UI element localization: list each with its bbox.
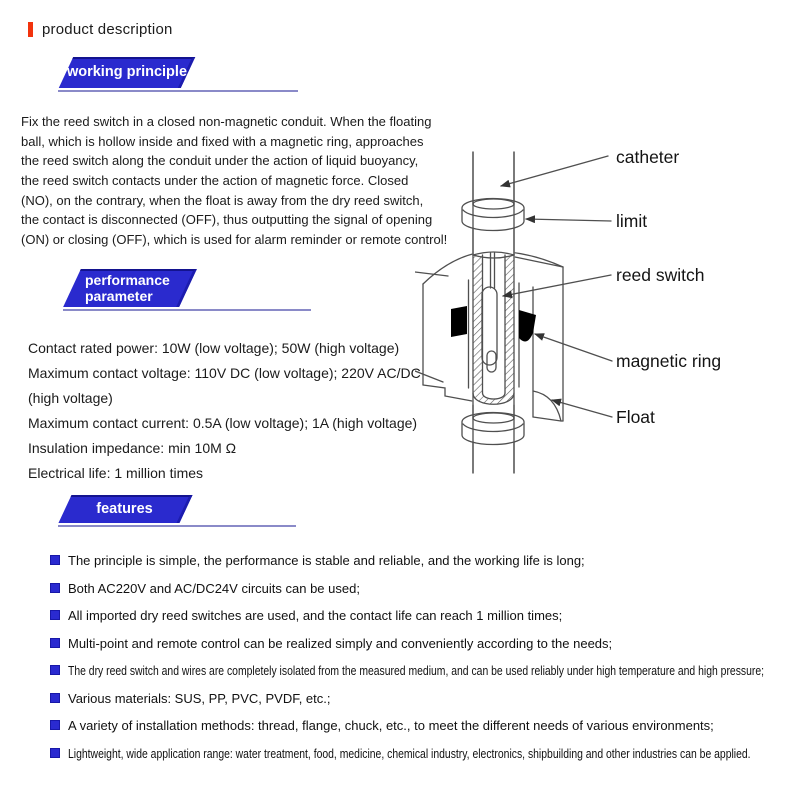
diagram-label-catheter: catheter — [616, 147, 680, 167]
paragraph-line: (ON) or closing (OFF), which is used for alarm reminder or remote control! — [21, 232, 448, 248]
feature-text: Multi-point and remote control can be realized simply and conveniently according to the needs; — [68, 635, 613, 651]
bullet-square-icon — [50, 555, 60, 565]
diagram-label-float: Float — [616, 407, 655, 427]
spec-line: (high voltage) — [28, 390, 113, 406]
leader-line-limit — [526, 219, 611, 221]
paragraph-line: the reed switch contacts under the action of magnetic force. Closed — [21, 173, 409, 189]
bullet-square-icon — [50, 693, 60, 703]
page-header — [28, 21, 173, 38]
float-switch-diagram — [415, 125, 800, 490]
performance-parameter-banner — [63, 269, 198, 307]
paragraph-line: ball, which is hollow inside and fixed with a magnetic ring, approaches — [21, 133, 424, 149]
diagram-label-limit: limit — [616, 211, 648, 231]
paragraph-line: (NO), on the contrary, when the float is away from the dry reed switch, — [21, 192, 424, 208]
feature-item — [50, 663, 800, 678]
diagram-label-reed-switch: reed switch — [616, 265, 705, 285]
bullet-square-icon — [50, 748, 60, 758]
feature-item — [50, 636, 800, 651]
feature-text: All imported dry reed switches are used, and the contact life can reach 1 million times; — [68, 608, 563, 623]
banner-underline — [58, 525, 296, 527]
paragraph-line: the reed switch along the conduit under the action of liquid buoyancy, — [21, 153, 419, 169]
spec-line: Insulation impedance: min 10M Ω — [28, 440, 237, 456]
feature-text: Lightweight, wide application range: water treatment, food, medicine, chemical industry, electronics, shipbuilding and other industries can be applied. — [68, 745, 751, 761]
working-principle-banner-label: working principle — [66, 64, 188, 80]
bullet-square-icon — [50, 720, 60, 730]
spec-line: Electrical life: 1 million times — [28, 465, 204, 481]
features-banner-label: features — [96, 501, 153, 517]
diagram-label-magnetic-ring: magnetic ring — [616, 351, 722, 371]
feature-item — [50, 608, 800, 623]
banner-label-line: parameter — [85, 288, 153, 304]
feature-item — [50, 553, 800, 568]
spec-line: Maximum contact voltage: 110V DC (low voltage); 220V AC/DC — [28, 365, 421, 381]
features-list — [50, 553, 800, 761]
bullet-square-icon — [50, 610, 60, 620]
red-accent-bar-icon — [28, 22, 33, 37]
leader-line-catheter — [501, 156, 608, 186]
paragraph-line: the contact is disconnected (OFF), thus outputting the signal of opening — [21, 212, 433, 228]
bullet-square-icon — [50, 638, 60, 648]
performance-spec-list — [28, 336, 421, 486]
feature-text: Both AC220V and AC/DC24V circuits can be used; — [68, 580, 360, 596]
paragraph-line: Fix the reed switch in a closed non-magnetic conduit. When the floating — [21, 114, 432, 129]
banner-underline — [63, 309, 311, 311]
feature-item — [50, 581, 800, 596]
feature-item — [50, 746, 800, 761]
feature-item — [50, 718, 800, 733]
features-banner — [58, 495, 191, 523]
bullet-square-icon — [50, 665, 60, 675]
feature-text: The principle is simple, the performance is stable and reliable, and the working life is long; — [68, 553, 585, 568]
feature-text: The dry reed switch and wires are completely isolated from the measured medium, and can be used reliably under high temperature and high pressure; — [68, 663, 765, 678]
spec-line: Contact rated power: 10W (low voltage); 50W (high voltage) — [28, 340, 400, 356]
working-principle-banner — [58, 57, 196, 88]
performance-parameter-banner-label — [85, 272, 170, 304]
working-principle-paragraph — [21, 112, 447, 250]
page-title: product description — [42, 21, 173, 38]
feature-text: Various materials: SUS, PP, PVC, PVDF, etc.; — [68, 690, 331, 706]
spec-line: Maximum contact current: 0.5A (low voltage); 1A (high voltage) — [28, 415, 418, 431]
bullet-square-icon — [50, 583, 60, 593]
feature-text: A variety of installation methods: thread, flange, chuck, etc., to meet the different needs of various environments; — [68, 718, 714, 733]
banner-label-line: performance — [85, 272, 170, 288]
feature-item — [50, 691, 800, 706]
banner-underline — [58, 90, 298, 92]
